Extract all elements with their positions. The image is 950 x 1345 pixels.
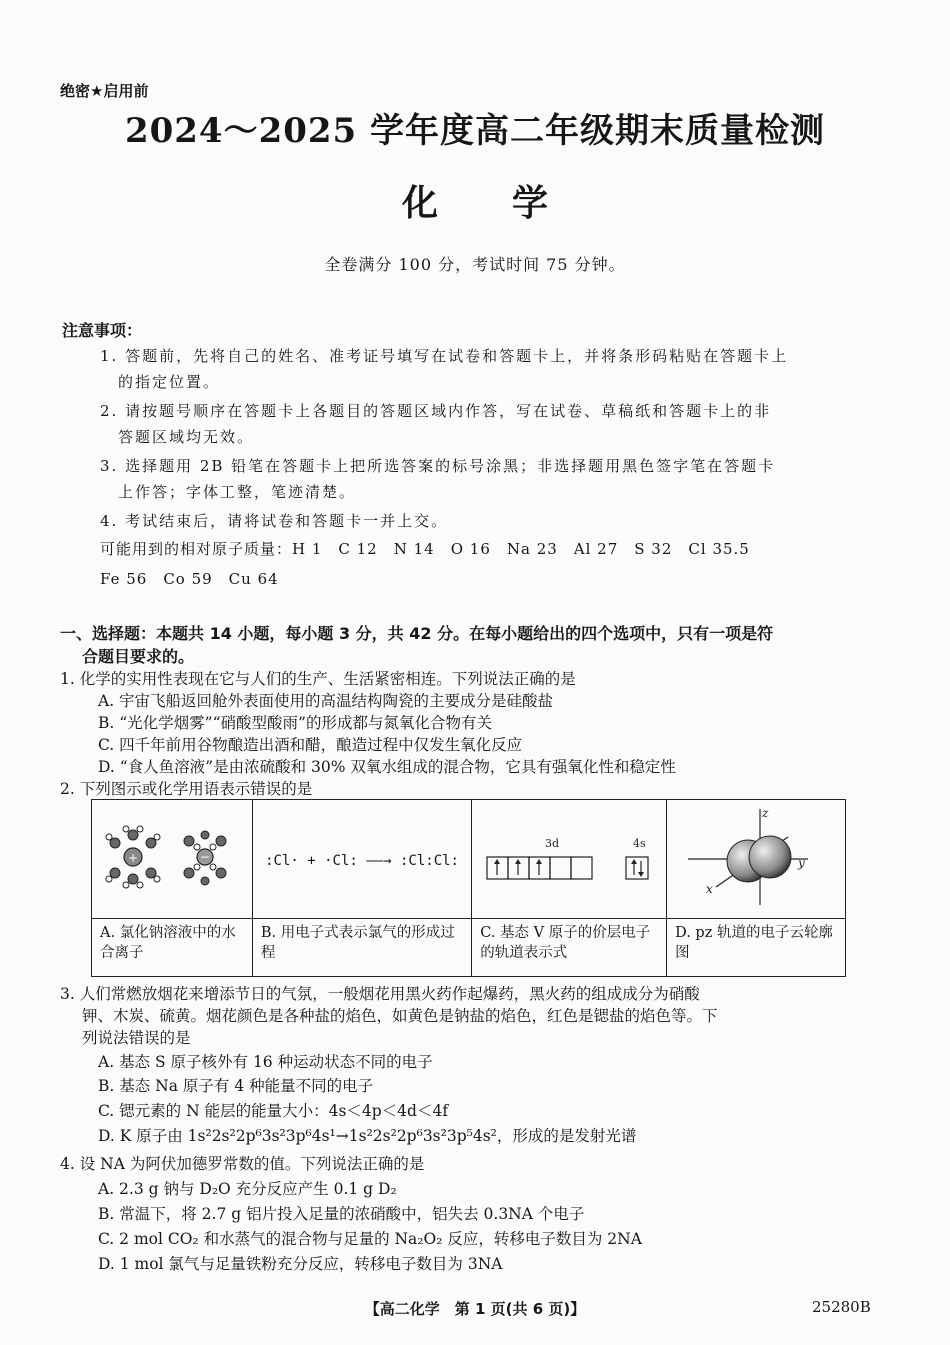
section-1-line2: 合题目要求的。 (82, 647, 195, 666)
notice-item-3 (100, 453, 890, 505)
q2-stem: 2. 下列图示或化学用语表示错误的是 (60, 780, 313, 798)
subject-char-1: 化 (401, 183, 438, 224)
sodium-hydrated-ion (106, 826, 160, 888)
axis-z-label: z (762, 806, 769, 820)
notice-item-4 (100, 508, 890, 534)
electron-formula-left: :Cl· + ·Cl: (265, 852, 358, 869)
q3-stem-line1: 3. 人们常燃放烟花来增添节日的气氛，一般烟花用黑火药作起爆药，黑火药的组成成分为硝酸 (60, 985, 700, 1003)
q4-stem: 4. 设 NA 为阿伏加德罗常数的值。下列说法正确的是 (60, 1155, 425, 1173)
notice-item-2-line2: 答题区域均无效。 (118, 428, 255, 446)
notice-heading: 注意事项： (62, 321, 143, 340)
q1-option-a: A. 宇宙飞船返回舱外表面使用的高温结构陶瓷的主要成分是硅酸盐 (98, 692, 554, 710)
subject-char-2: 学 (511, 183, 548, 224)
axis-x-label: x (706, 882, 713, 896)
page-footer: 【高二化学 第 1 页(共 6 页)】 (364, 1300, 586, 1318)
notice-item-1-line2: 的指定位置。 (118, 373, 221, 391)
notice-item-2-line1: 2. 请按题号顺序在答题卡上各题目的答题区域内作答，写在试卷、草稿纸和答题卡上的非 (100, 402, 772, 420)
atomic-mass-line-2: Fe 56 Co 59 Cu 64 (100, 570, 279, 588)
q3-stem-line2: 钾、木炭、硫黄。烟花颜色是各种盐的焰色，如黄色是钠盐的焰色，红色是锶盐的焰色等。下 (82, 1007, 718, 1025)
q1-option-c: C. 四千年前用谷物酿造出酒和醋，酿造过程中仅发生氧化反应 (98, 736, 523, 754)
orbital-diagram (473, 801, 663, 913)
section-1-line1: 一、选择题：本题共 14 小题，每小题 3 分，共 42 分。在每小题给出的四个选项中，只有一项是符 (60, 624, 774, 643)
hydrated-ions-diagram (93, 801, 249, 913)
q3-option-a: A. 基态 S 原子核外有 16 种运动状态不同的电子 (98, 1053, 433, 1071)
svg-text:+: + (127, 851, 139, 865)
svg-text:−: − (199, 850, 211, 864)
q4-option-a: A. 2.3 g 钠与 D₂O 充分反应产生 0.1 g D₂ (98, 1180, 397, 1198)
notice-item-1 (100, 343, 890, 395)
axis-y-label: y (798, 856, 805, 870)
chloride-hydrated-ion (184, 831, 226, 885)
fig-d-cell (667, 800, 846, 919)
q2-figure-table (91, 799, 846, 977)
label-4s: 4s (633, 837, 646, 850)
electron-formula-right: :Cl:Cl: (399, 852, 459, 869)
section-1-heading (60, 622, 890, 668)
electron-formula (265, 853, 459, 869)
caption-b: B. 用电子式表示氯气的形成过程 (252, 919, 471, 977)
notice-item-1-line1: 1. 答题前，先将自己的姓名、准考证号填写在试卷和答题卡上，并将条形码粘贴在答题卡上 (100, 347, 789, 365)
q1-stem: 1. 化学的实用性表现在它与人们的生产、生活紧密相连。下列说法正确的是 (60, 670, 576, 688)
q3-option-d: D. K 原子由 1s²2s²2p⁶3s²3p⁶4s¹→1s²2s²2p⁶3s²3p⁵4s²，形成的是发射光谱 (98, 1127, 637, 1145)
q4-option-c: C. 2 mol CO₂ 和水蒸气的混合物与足量的 Na₂O₂ 反应，转移电子数目为 2NA (98, 1230, 642, 1248)
q4-option-d: D. 1 mol 氯气与足量铁粉充分反应，转移电子数目为 3NA (98, 1255, 503, 1273)
paper-code: 25280B (812, 1298, 871, 1316)
exam-title: 2024～2025 学年度高二年级期末质量检测 (124, 111, 826, 151)
q3-stem (60, 983, 890, 1049)
caption-d: D. pz 轨道的电子云轮廓图 (667, 919, 846, 977)
q1-option-b: B. “光化学烟雾”“硝酸型酸雨”的形成都与氮氧化合物有关 (98, 714, 492, 732)
score-time-line: 全卷满分 100 分，考试时间 75 分钟。 (324, 255, 626, 274)
label-3d: 3d (545, 837, 560, 850)
fig-a-cell (92, 800, 253, 919)
confidential-mark: 绝密★启用前 (60, 82, 149, 100)
q1-option-d: D. “食人鱼溶液”是由浓硫酸和 30% 双氧水组成的混合物，它具有强氧化性和稳定性 (98, 758, 676, 776)
3d-orbital-boxes (487, 857, 648, 879)
caption-a: A. 氯化钠溶液中的水合离子 (92, 919, 253, 977)
fig-c-cell (472, 800, 667, 919)
subject-title (0, 175, 950, 226)
pz-orbital-diagram (668, 801, 842, 913)
atomic-mass-line-1: 可能用到的相对原子质量：H 1 C 12 N 14 O 16 Na 23 Al 27 S 32 Cl 35.5 (100, 540, 750, 558)
notice-item-2 (100, 398, 890, 450)
arrow-heads (494, 859, 644, 877)
q3-option-b: B. 基态 Na 原子有 4 种能量不同的电子 (98, 1077, 374, 1095)
notice-item-3-line1: 3. 选择题用 2B 铅笔在答题卡上把所选答案的标号涂黑；非选择题用黑色签字笔在答题卡 (100, 457, 776, 475)
fig-b-cell (252, 800, 471, 919)
notice-item-3-line2: 上作答；字体工整，笔迹清楚。 (118, 483, 357, 501)
q3-option-c: C. 锶元素的 N 能层的能量大小：4s＜4p＜4d＜4f (98, 1102, 449, 1120)
reaction-arrow: ——→ (366, 852, 392, 869)
q4-option-b: B. 常温下，将 2.7 g 铝片投入足量的浓硝酸中，铝失去 0.3NA 个电子 (98, 1205, 585, 1223)
q3-stem-line3: 列说法错误的是 (82, 1029, 191, 1047)
caption-c: C. 基态 V 原子的价层电子的轨道表示式 (472, 919, 667, 977)
notice-item-4-line1: 4. 考试结束后，请将试卷和答题卡一并上交。 (100, 512, 449, 530)
